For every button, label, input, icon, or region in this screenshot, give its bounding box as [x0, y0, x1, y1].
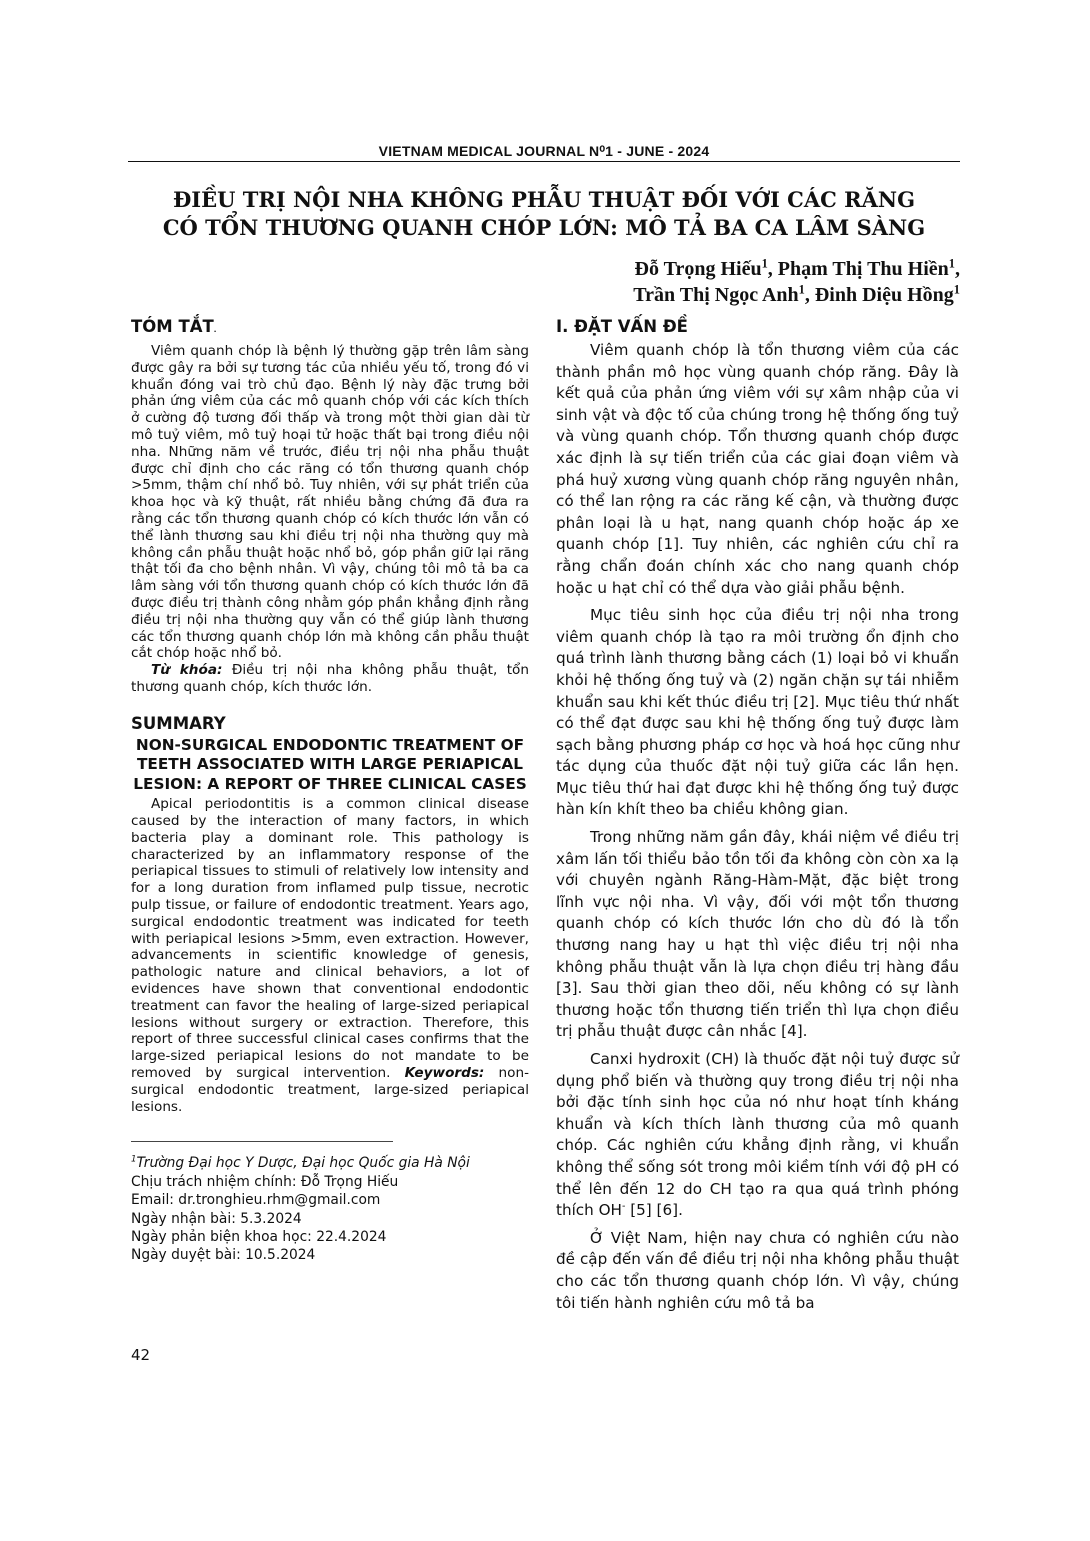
footnote-accepted: Ngày duyệt bài: 10.5.2024 [131, 1247, 316, 1264]
abstract-heading-dot: . [213, 326, 217, 334]
footnote-affiliation-text: Trường Đại học Y Dược, Đại học Quốc gia Hà Nội [136, 1155, 470, 1172]
title-line-1: ĐIỀU TRỊ NỘI NHA KHÔNG PHẪU THUẬT ĐỐI VỚI CÁC RĂNG [172, 187, 916, 212]
intro-paragraph-4-refs: [5] [6]. [625, 1201, 683, 1220]
author-list [633, 256, 960, 308]
left-column [131, 316, 529, 1265]
author-3-affiliation: 1 [798, 282, 805, 297]
footnote-affiliation [131, 1154, 529, 1172]
author-3: Trần Thị Ngọc Anh [633, 284, 799, 306]
title-line-2: CÓ TỔN THƯƠNG QUANH CHÓP LỚN: MÔ TẢ BA CA LÂM SÀNG [162, 215, 926, 240]
author-4-affiliation: 1 [953, 282, 960, 297]
intro-paragraph-4 [556, 1049, 959, 1222]
page-number: 42 [131, 1346, 151, 1364]
article-title [128, 186, 960, 242]
abstract-heading [131, 316, 529, 341]
summary-keywords-text: non-surgical endodontic treatment, large-sized periapical lesions. [131, 1064, 529, 1115]
author-2-affiliation: 1 [948, 256, 955, 271]
summary-keywords-label: Keywords: [404, 1064, 485, 1081]
right-column [556, 316, 959, 1320]
intro-paragraph-5: Ở Việt Nam, hiện nay chưa có nghiên cứu nào đề cập đến vấn đề điều trị nội nha không phẫu thuật cho các tổn thương quanh chóp lớn. Vì vậy, chúng tôi tiến hành nghiên cứu mô tả ba [556, 1228, 959, 1312]
author-2: Phạm Thị Thu Hiền [777, 258, 949, 280]
keywords-text: Điều trị nội nha không phẫu thuật, tổn thương quanh chóp, kích thước lớn. [131, 662, 529, 695]
authors-line-1: Đỗ Trọng Hiếu$^1$, Phạm Thị Thu Hiền$^1$, [634, 256, 960, 280]
footnote-rule [131, 1141, 393, 1142]
abstract-keywords [131, 662, 529, 696]
intro-paragraph-4-text: Canxi hydroxit (CH) là thuốc đặt nội tuỷ được sử dụng phổ biến và thường quy trong điều trị nội nha bởi đặc tính sinh học của nó như hoạt tính kháng khuẩn và kích thích lành thương của mô quanh chóp. Các nghiên cứu khẳng định rằng, vi khuẩn không thể sống sót trong môi kiềm tính với độ pH có thể lên đến 12 do CH tạo ra qua quá trình phóng thích OH [556, 1050, 959, 1220]
intro-heading: I. ĐẶT VẤN ĐỀ [556, 317, 688, 336]
author-1: Đỗ Trọng Hiếu [634, 258, 762, 280]
summary-body-text: Apical periodontitis is a common clinical disease caused by the interaction of many factors, in which bacteria play a dominant role. This pathology is characterized by an inflammatory response of the periapical tissues to stimuli of relatively low intensity and for a long duration from inflamed pulp tissue, necrotic pulp tissue, or failure of endodontic treatment. Years ago, surgical endodontic treatment was indicated for teeth with periapical lesions >5mm, even extraction. However, advancements in scientific knowledge of genesis, pathologic nature and clinical behaviors, a lot of evidences have shown that conventional endodontic treatment can favor the healing of large-sized periapical lesions without surgery or extraction. Therefore, this report of three successful clinical cases confirms that the large-sized periapical lesions do not mandate to be removed by surgical intervention. [131, 796, 529, 1081]
hydroxide-superscript: - [621, 1201, 626, 1213]
author-1-affiliation: 1 [761, 256, 768, 271]
footnote-received: Ngày nhận bài: 5.3.2024 [131, 1210, 302, 1227]
footnote-reviewed: Ngày phản biện khoa học: 22.4.2024 [131, 1229, 387, 1245]
footnote-email: Email: dr.tronghieu.rhm@gmail.com [131, 1192, 381, 1209]
header-rule [128, 161, 960, 162]
footnote-corresponding: Chịu trách nhiệm chính: Đỗ Trọng Hiếu [131, 1173, 399, 1190]
journal-header: VIETNAM MEDICAL JOURNAL N⁰1 - JUNE - 2024 [378, 143, 710, 159]
summary-body [131, 796, 529, 1115]
intro-paragraph-2: Mục tiêu sinh học của điều trị nội nha trong viêm quanh chóp là tạo ra môi trường ổn định cho quá trình lành thương bằng cách (1) loại bỏ vi khuẩn khỏi hệ thống ống tuỷ và (2) ngăn chặn sự tái nhiễm khuẩn sau khi kết thúc điều trị [2]. Mục tiêu thứ nhất có thể đạt được sau khi hệ thống ống tuỷ được làm sạch bằng phương pháp cơ học và hoá học cũng như tác dụng của thuốc đặt nội tuỷ giữa các lần hẹn. Mục tiêu thứ hai đạt được khi hệ thống ống tuỷ được hàn kín khít theo ba chiều không gian. [556, 606, 959, 819]
abstract-body: Viêm quanh chóp là bệnh lý thường gặp trên lâm sàng được gây ra bởi sự tương tác của nhiều yếu tố, trong đó vi khuẩn đóng vai trò chủ đạo. Bệnh lý này đặc trưng bởi phản ứng viêm của các mô quanh chóp với các kích thích ở cường độ tương đối thấp và trong một thời gian dài từ mô tuỷ viêm, mô tuỷ hoại tử hoặc thất bại trong điều nội nha. Những năm về trước, điều trị nội nha phẫu thuật được chỉ định cho các răng có tổn thương quanh chóp >5mm, thậm chí nhổ bỏ. Tuy nhiên, với sự phát triển của khoa học và kỹ thuật, rất nhiều bằng chứng đã đưa ra rằng các tổn thương quanh chóp có kích thước lớn vẫn có thể lành thương sau khi điều trị nội nha thường quy mà không cần phẫu thuật hoặc nhổ bỏ, góp phần giữ lại răng thật tối đa cho bệnh nhân. Vì vậy, chúng tôi mô tả ba ca lâm sàng với tổn thương quanh chóp có kích thước lớn đã được điều trị thành công nhằm góp phần khẳng định rằng điều trị nội nha thường quy vẫn có thể giúp lành thương các tổn thương quanh chóp lớn mà không cần phẫu thuật cắt chóp hoặc nhổ bỏ. [131, 343, 529, 662]
summary-heading: SUMMARY [131, 713, 226, 733]
authors-line-2: Trần Thị Ngọc Anh$^1$, Đinh Diệu Hồng$^1$ [633, 282, 960, 306]
author-4: Đinh Diệu Hồng [814, 284, 954, 306]
keywords-label: Từ khóa: [151, 662, 223, 679]
summary-title: NON-SURGICAL ENDODONTIC TREATMENT OF TEETH ASSOCIATED WITH LARGE PERIAPICAL LESION: A REPORT OF THREE CLINICAL CASES [133, 735, 527, 793]
footnote-affiliation-sup: 1 [131, 1154, 137, 1165]
intro-paragraph-3: Trong những năm gần đây, khái niệm về điều trị xâm lấn tối thiểu bảo tồn tối đa không còn còn xa lạ với chuyên ngành Răng-Hàm-Mặt, đặc biệt trong lĩnh vực nội nha. Vì vậy, đối với một tổn thương quanh chóp có kích thước lớn cho dù đó là tổn thương nang hay u hạt thì việc điều trị nội nha không phẫu thuật vẫn là lựa chọn điều trị hàng đầu [3]. Sau thời gian theo dõi, nếu không có sự lành thương hoặc tổn thương tiến triển thì lựa chọn điều trị phẫu thuật được cân nhắc [4]. [556, 828, 959, 1041]
abstract-heading-text: TÓM TẮT [131, 317, 214, 336]
intro-paragraph-1: Viêm quanh chóp là tổn thương viêm của các thành phần mô học vùng quanh chóp răng. Đây là kết quả của phản ứng viêm với sự xâm nhập của vi sinh vật và độc tố của chúng trong hệ thống ống tuỷ và vùng quanh chóp. Tổn thương quanh chóp được xác định là sự tiến triển của các giai đoạn viêm và phá huỷ xương vùng quanh chóp răng nguyên nhân, có thể lan rộng ra các răng kế cận, và thường được phân loại là u hạt, nang quanh chóp hoặc áp xe quanh chóp [1]. Tuy nhiên, các nghiên cứu chỉ ra rằng chẩn đoán chính xác cho nang quanh chóp hoặc u hạt chỉ có thể dựa vào giải phẫu bệnh. [556, 341, 959, 597]
